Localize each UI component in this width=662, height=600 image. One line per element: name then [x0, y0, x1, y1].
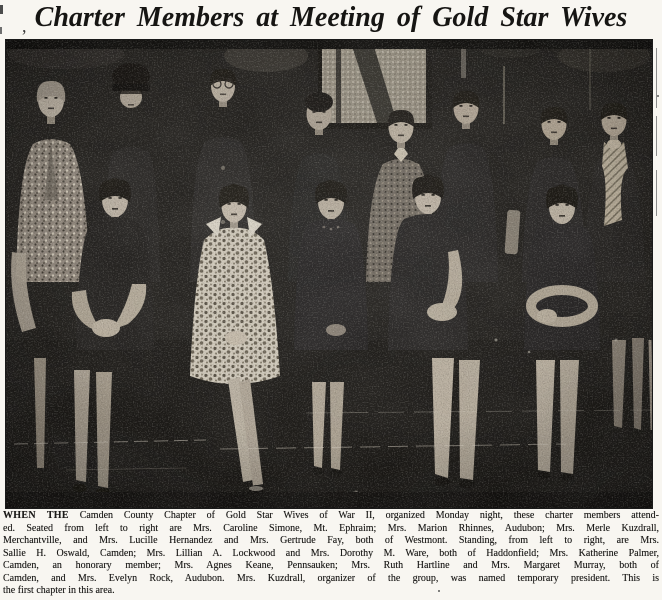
ink-speck [438, 590, 440, 592]
caption-lead: WHEN THE [3, 510, 69, 521]
stray-comma-mark: , [22, 16, 27, 36]
margin-line-segment [656, 170, 657, 216]
caption-line-4: Sallie H. Oswald, Camden; Mrs. Lillian A. Lockwood and Mrs. Dorothy M. Ware, both of Haddonfield; Mrs. Katherine Palmer, [3, 547, 659, 559]
film-grain [6, 40, 652, 508]
caption-line-1-text: Camden County Chapter of Gold Star Wives of War II, organized Monday night, these charter members attend- [79, 510, 660, 521]
margin-tick [0, 5, 3, 14]
photo-caption [3, 510, 659, 598]
caption-line-7: the first chapter in this area. [3, 585, 115, 596]
caption-line-5: Camden, an honorary member; Mrs. Agnes Keane, Pennsauken; Mrs. Ruth Hartline and Mrs. Margaret Murray, both of [3, 560, 659, 571]
photo-canvas [6, 40, 652, 508]
caption-line-6: Camden, and Mrs. Evelyn Rock, Audubon. Mrs. Kuzdrall, organizer of the group, was named temporary president. This is [3, 572, 659, 584]
caption-line-1 [3, 510, 659, 523]
caption-line-2: ed. Seated from left to right are Mrs. Caroline Simone, Mt. Ephraim; Mrs. Marion Rhinnes, Audubon; Mrs. Merle Kuzdrall, [3, 522, 659, 534]
margin-line-segment [656, 116, 657, 156]
photo-group-portrait [5, 39, 653, 509]
headline: Charter Members at Meeting of Gold Star Wives [34, 2, 628, 33]
ink-speck [657, 95, 659, 97]
margin-line-segment [656, 48, 657, 108]
margin-tick [0, 27, 2, 34]
caption-line-3: Merchantville, and Mrs. Lucille Hernandez and Mrs. Gertrude Fay, both of Westmont. Standing, from left to right, are Mrs. [3, 535, 659, 546]
